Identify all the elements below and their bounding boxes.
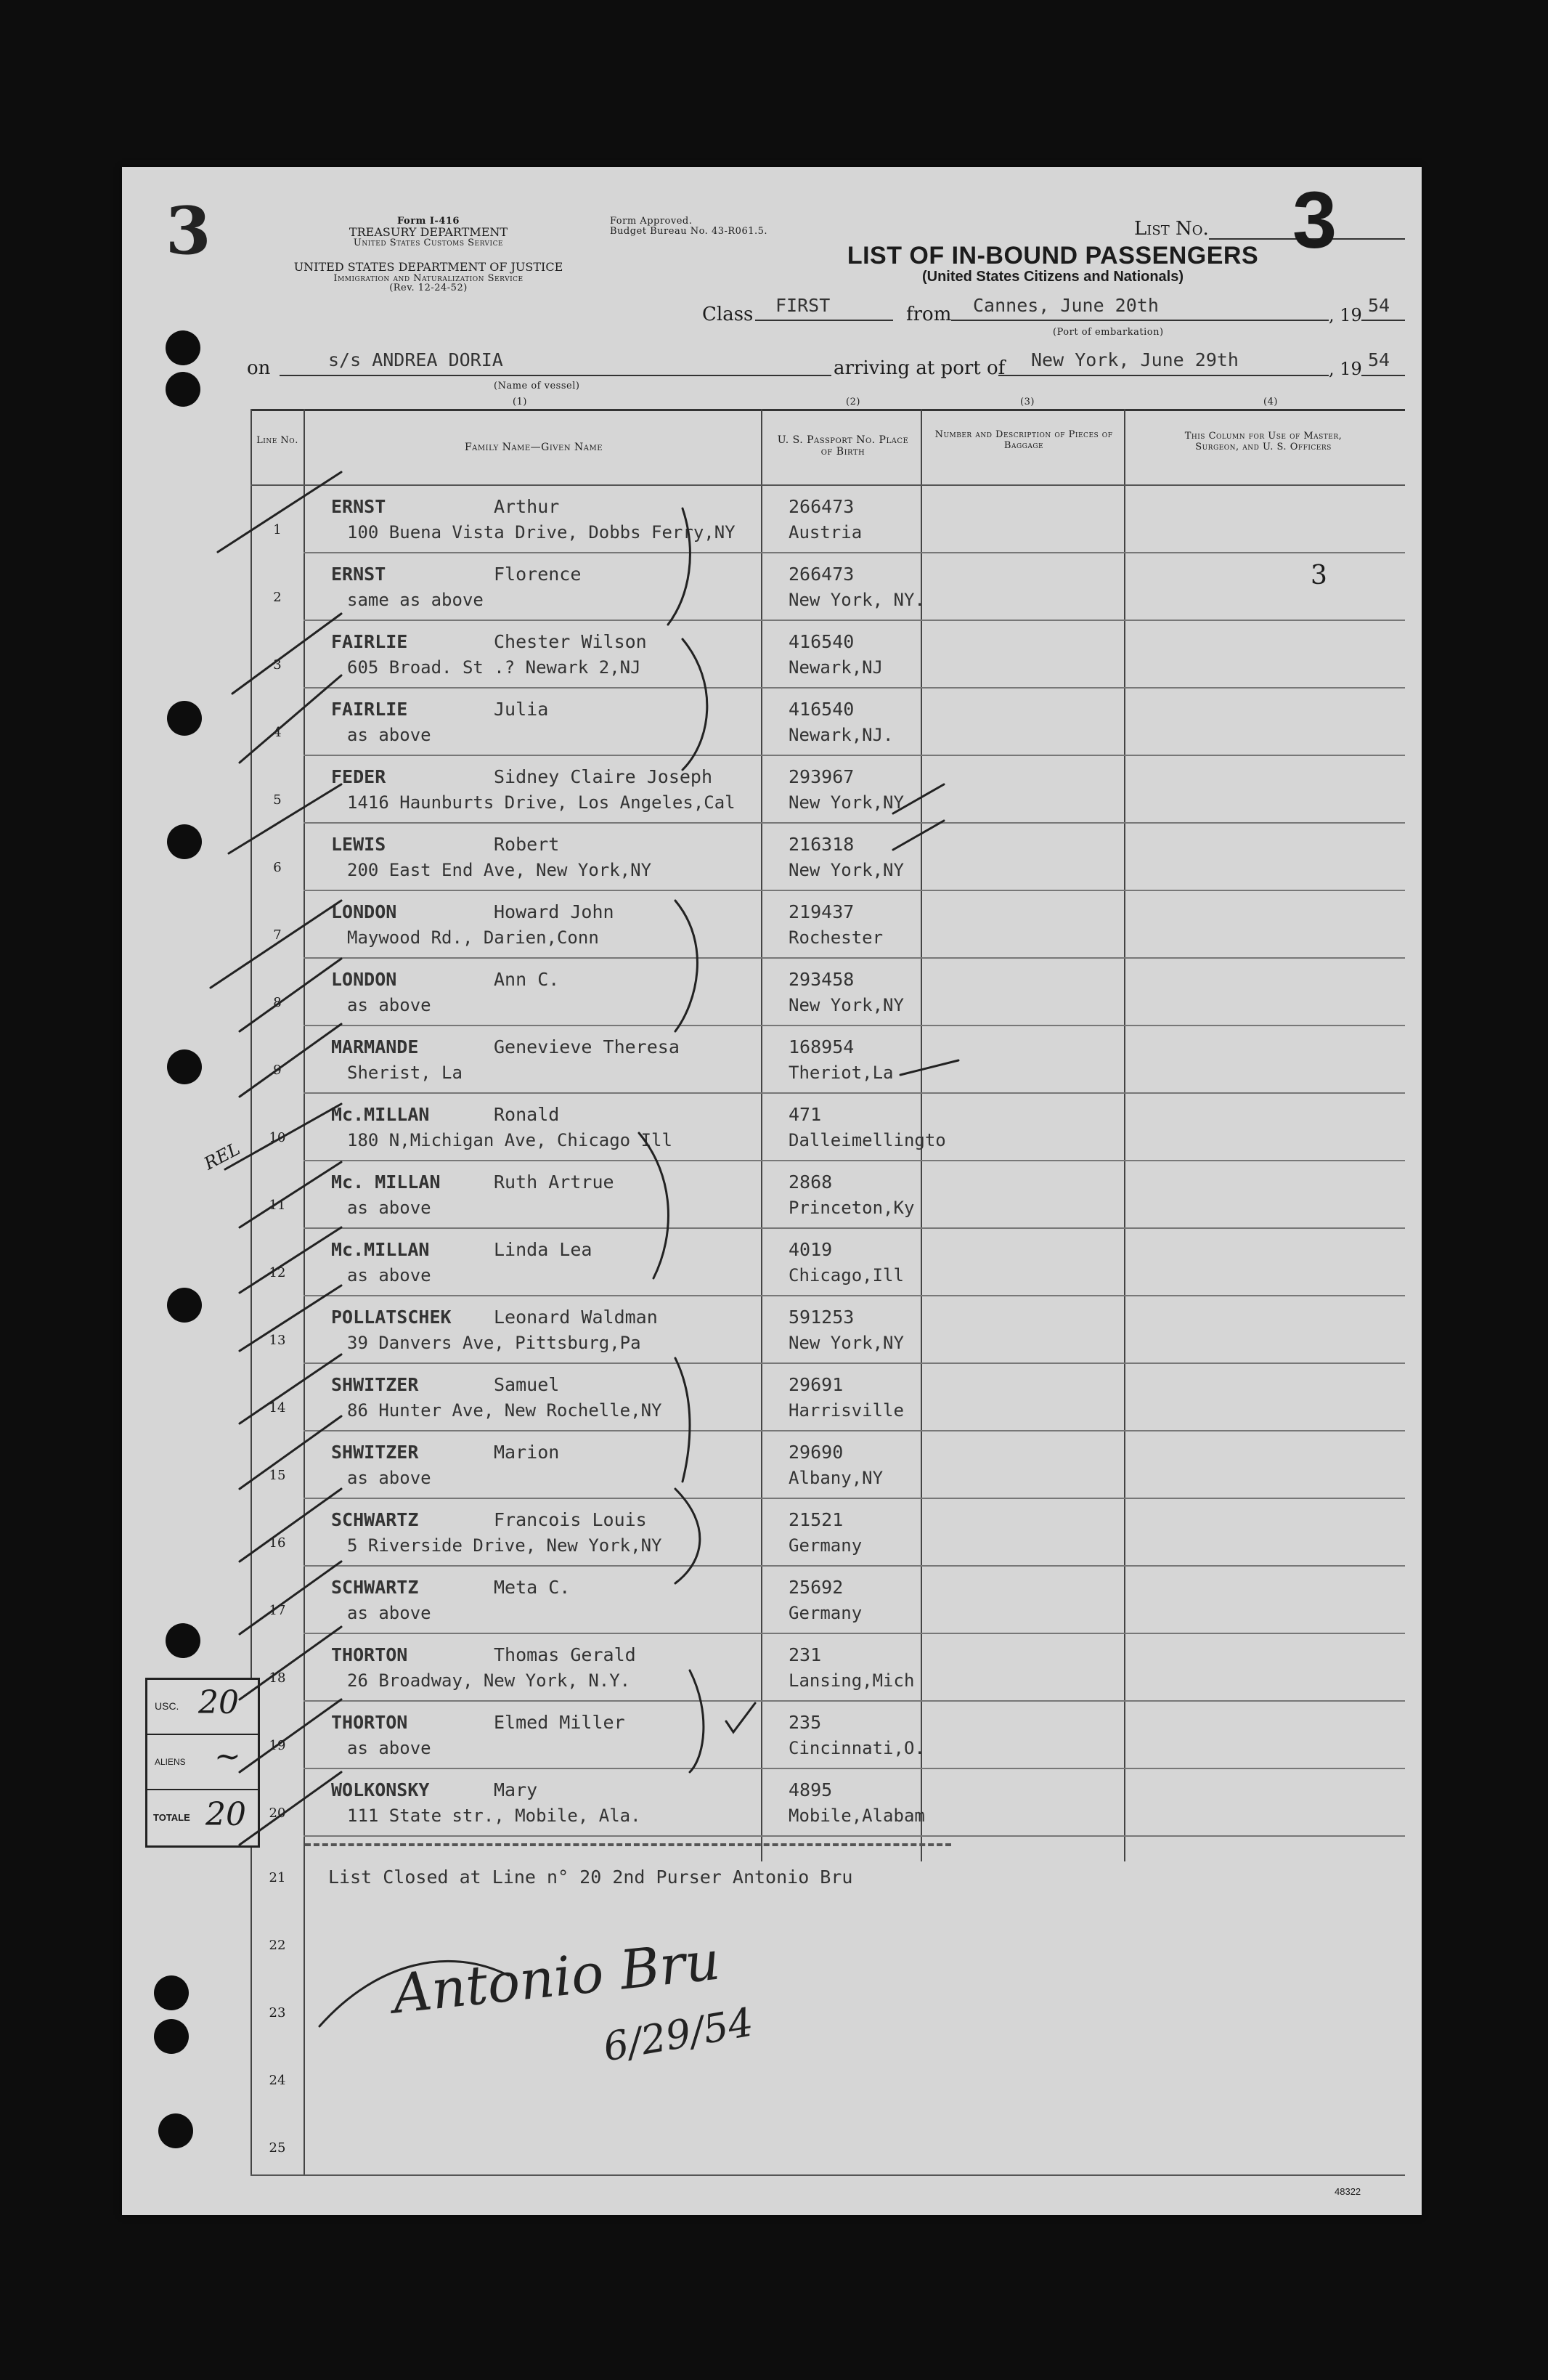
place-of-birth: Lansing,Mich bbox=[789, 1670, 915, 1691]
family-name: THORTON bbox=[331, 1712, 408, 1733]
place-of-birth: New York,NY bbox=[789, 792, 904, 813]
family-name: Mc.MILLAN bbox=[331, 1239, 430, 1260]
family-name: SCHWARTZ bbox=[331, 1509, 419, 1530]
place-of-birth: Newark,NJ bbox=[789, 657, 884, 678]
family-name: WOLKONSKY bbox=[331, 1779, 430, 1800]
baggage-col-rule bbox=[1124, 409, 1125, 1861]
address: 111 State str., Mobile, Ala. bbox=[347, 1806, 641, 1826]
customs-service: United States Customs Service bbox=[353, 237, 504, 249]
given-name: Leonard Waldman bbox=[494, 1307, 658, 1328]
punch-hole bbox=[167, 701, 202, 736]
address: 100 Buena Vista Drive, Dobbs Ferry,NY bbox=[347, 522, 736, 543]
family-name: FAIRLIE bbox=[331, 631, 408, 652]
aliens-label: ALIENS bbox=[155, 1757, 186, 1767]
vessel-caption: (Name of vessel) bbox=[494, 381, 580, 391]
class-value: FIRST bbox=[775, 295, 831, 316]
line-number: 21 bbox=[269, 1870, 286, 1885]
punch-hole bbox=[167, 824, 202, 859]
place-of-birth: Chicago,Ill bbox=[789, 1265, 904, 1286]
revision: (Rev. 12-24-52) bbox=[389, 283, 468, 294]
manifest-subtitle: (United States Citizens and Nationals) bbox=[921, 268, 1184, 285]
family-name: LEWIS bbox=[331, 834, 386, 855]
family-name: POLLATSCHEK bbox=[331, 1307, 452, 1328]
row-divider bbox=[304, 1835, 1405, 1837]
year-prefix-1: , 19 bbox=[1329, 305, 1362, 325]
line-number: 19 bbox=[269, 1738, 286, 1753]
signature-date: 6/29/54 bbox=[600, 1999, 757, 2071]
row-divider bbox=[304, 687, 1405, 689]
place-of-birth: Newark,NJ. bbox=[789, 725, 894, 745]
footer-code: 48322 bbox=[1335, 2186, 1361, 2197]
usc-value: 20 bbox=[198, 1684, 239, 1721]
from-value: Cannes, June 20th bbox=[973, 295, 1159, 316]
header-family-name: Family Name—Given Name bbox=[464, 442, 603, 453]
col-num-4: (4) bbox=[1263, 397, 1278, 407]
place-of-birth: Germany bbox=[789, 1535, 863, 1556]
given-name: Mary bbox=[494, 1779, 538, 1800]
line-number: 1 bbox=[273, 522, 282, 537]
line-number: 11 bbox=[269, 1198, 286, 1213]
passport-number: 168954 bbox=[789, 1036, 855, 1057]
passport-number: 293458 bbox=[789, 969, 855, 990]
row-divider bbox=[304, 552, 1405, 553]
class-line bbox=[755, 320, 893, 321]
given-name: Linda Lea bbox=[494, 1239, 592, 1260]
arrival-port: New York, June 29th bbox=[1031, 349, 1239, 370]
address: as above bbox=[347, 995, 431, 1015]
list-number: 3 bbox=[1292, 176, 1337, 265]
place-of-birth: Harrisville bbox=[789, 1400, 904, 1421]
punch-hole bbox=[166, 330, 200, 365]
col-num-3: (3) bbox=[1020, 397, 1035, 407]
family-name: FAIRLIE bbox=[331, 699, 408, 720]
line-number: 20 bbox=[269, 1806, 286, 1821]
given-name: Elmed Miller bbox=[494, 1712, 625, 1733]
treasury-dept: TREASURY DEPARTMENT bbox=[349, 224, 508, 239]
address: 605 Broad. St .? Newark 2,NJ bbox=[347, 657, 641, 678]
class-label: Class bbox=[702, 304, 754, 325]
punch-hole bbox=[158, 2113, 193, 2148]
family-name: FEDER bbox=[331, 766, 386, 787]
total-value: 20 bbox=[205, 1796, 246, 1833]
port-embark-caption: (Port of embarkation) bbox=[1053, 327, 1164, 338]
family-name: MARMANDE bbox=[331, 1036, 419, 1057]
given-name: Ronald bbox=[494, 1104, 560, 1125]
row-divider bbox=[304, 755, 1405, 756]
officer-mark: 3 bbox=[1311, 561, 1327, 590]
margin-note: REL bbox=[200, 1138, 244, 1174]
passport-number: 216318 bbox=[789, 834, 855, 855]
family-name: LONDON bbox=[331, 901, 397, 922]
passport-number: 2868 bbox=[789, 1171, 833, 1193]
given-name: Chester Wilson bbox=[494, 631, 647, 652]
given-name: Florence bbox=[494, 564, 582, 585]
address: same as above bbox=[347, 590, 484, 610]
given-name: Francois Louis bbox=[494, 1509, 647, 1530]
closing-line: List Closed at Line n° 20 2nd Purser Antonio Bru bbox=[328, 1867, 853, 1888]
row-divider bbox=[304, 1025, 1405, 1026]
justice-block bbox=[240, 261, 617, 293]
family-name: Mc. MILLAN bbox=[331, 1171, 441, 1193]
manifest-page bbox=[122, 167, 1422, 2215]
purser-signature: Antonio Bru bbox=[389, 1929, 723, 2026]
address: Maywood Rd., Darien,Conn bbox=[347, 927, 599, 948]
count-stamp bbox=[145, 1678, 260, 1848]
address: as above bbox=[347, 1738, 431, 1758]
line-col-rule bbox=[304, 409, 305, 2175]
row-divider bbox=[304, 1092, 1405, 1094]
form-approved: Form Approved. bbox=[610, 216, 693, 227]
family-name: ERNST bbox=[331, 564, 386, 585]
row-divider bbox=[304, 1565, 1405, 1567]
given-name: Robert bbox=[494, 834, 560, 855]
table-bottom-rule bbox=[250, 2174, 1405, 2176]
line-number: 23 bbox=[269, 2005, 286, 2020]
line-number: 12 bbox=[269, 1265, 286, 1280]
family-name: SHWITZER bbox=[331, 1442, 419, 1463]
address: as above bbox=[347, 725, 431, 745]
family-name: ERNST bbox=[331, 496, 386, 517]
family-name: THORTON bbox=[331, 1644, 408, 1665]
passport-number: 235 bbox=[789, 1712, 822, 1733]
aliens-cell bbox=[147, 1735, 258, 1790]
place-of-birth: Rochester bbox=[789, 927, 884, 948]
col-num-1: (1) bbox=[513, 397, 527, 407]
header-bottom-rule bbox=[250, 484, 1405, 486]
header-line-no: Line No. bbox=[256, 435, 298, 446]
address: 86 Hunter Ave, New Rochelle,NY bbox=[347, 1400, 662, 1421]
passport-number: 21521 bbox=[789, 1509, 844, 1530]
form-number: Form I-416 bbox=[397, 216, 460, 227]
row-divider bbox=[304, 1160, 1405, 1161]
given-name: Howard John bbox=[494, 901, 614, 922]
line-number: 7 bbox=[273, 927, 282, 943]
given-name: Sidney Claire Joseph bbox=[494, 766, 713, 787]
line-number: 10 bbox=[269, 1130, 286, 1145]
row-divider bbox=[304, 1700, 1405, 1702]
line-number: 13 bbox=[269, 1333, 286, 1348]
table-left-rule bbox=[250, 409, 252, 2175]
justice-dept: UNITED STATES DEPARTMENT OF JUSTICE bbox=[293, 260, 563, 274]
line-number: 25 bbox=[269, 2140, 286, 2156]
address: 180 N,Michigan Ave, Chicago Ill bbox=[347, 1130, 672, 1150]
place-of-birth: Cincinnati,O. bbox=[789, 1738, 925, 1758]
given-name: Samuel bbox=[494, 1374, 560, 1395]
address: Sherist, La bbox=[347, 1063, 463, 1083]
line-number: 5 bbox=[273, 792, 282, 808]
immigration-service: Immigration and Naturalization Service bbox=[333, 272, 524, 284]
given-name: Thomas Gerald bbox=[494, 1644, 636, 1665]
passport-number: 266473 bbox=[789, 564, 855, 585]
given-name: Meta C. bbox=[494, 1577, 571, 1598]
line-number: 14 bbox=[269, 1400, 286, 1416]
punch-hole bbox=[154, 2019, 189, 2054]
line-number: 15 bbox=[269, 1468, 286, 1483]
address: as above bbox=[347, 1603, 431, 1623]
address: 200 East End Ave, New York,NY bbox=[347, 860, 652, 880]
passport-number: 471 bbox=[789, 1104, 822, 1125]
arrival-line bbox=[998, 375, 1329, 376]
year-value-1: 54 bbox=[1368, 295, 1390, 316]
from-label: from bbox=[906, 304, 952, 325]
address: as above bbox=[347, 1468, 431, 1488]
line-number: 8 bbox=[273, 995, 282, 1010]
given-name: Genevieve Theresa bbox=[494, 1036, 680, 1057]
agency-block bbox=[247, 216, 610, 248]
place-of-birth: Austria bbox=[789, 522, 863, 543]
total-label: TOTALE bbox=[153, 1812, 190, 1823]
address: 5 Riverside Drive, New York,NY bbox=[347, 1535, 662, 1556]
address: as above bbox=[347, 1265, 431, 1286]
approval-block bbox=[610, 216, 767, 237]
given-name: Arthur bbox=[494, 496, 560, 517]
passport-number: 231 bbox=[789, 1644, 822, 1665]
line-number: 16 bbox=[269, 1535, 286, 1551]
address: as above bbox=[347, 1198, 431, 1218]
row-divider bbox=[304, 1362, 1405, 1364]
row-divider bbox=[304, 890, 1405, 891]
header-baggage: Number and Description of Pieces of Baggage bbox=[934, 429, 1113, 451]
passport-number: 25692 bbox=[789, 1577, 844, 1598]
vessel-line bbox=[280, 375, 831, 376]
place-of-birth: Princeton,Ky bbox=[789, 1198, 915, 1218]
on-label: on bbox=[247, 357, 271, 379]
line-number: 6 bbox=[273, 860, 282, 875]
line-number: 18 bbox=[269, 1670, 286, 1686]
row-divider bbox=[304, 1498, 1405, 1499]
passport-number: 29691 bbox=[789, 1374, 844, 1395]
aliens-value: ~ bbox=[214, 1738, 241, 1775]
family-name: SCHWARTZ bbox=[331, 1577, 419, 1598]
punch-hole bbox=[167, 1049, 202, 1084]
passport-number: 29690 bbox=[789, 1442, 844, 1463]
passport-number: 4895 bbox=[789, 1779, 833, 1800]
from-line bbox=[951, 320, 1329, 321]
passport-number: 591253 bbox=[789, 1307, 855, 1328]
name-col-rule bbox=[761, 409, 762, 1861]
title-block bbox=[835, 243, 1271, 285]
place-of-birth: Germany bbox=[789, 1603, 863, 1623]
line-number: 22 bbox=[269, 1938, 286, 1953]
line-number: 9 bbox=[273, 1063, 282, 1078]
place-of-birth: New York, NY. bbox=[789, 590, 925, 610]
punch-hole bbox=[166, 1623, 200, 1658]
family-name: LONDON bbox=[331, 969, 397, 990]
place-of-birth: New York,NY bbox=[789, 995, 904, 1015]
family-name: Mc.MILLAN bbox=[331, 1104, 430, 1125]
place-of-birth: Theriot,La bbox=[789, 1063, 894, 1083]
passport-number: 266473 bbox=[789, 496, 855, 517]
place-of-birth: Mobile,Alabam bbox=[789, 1806, 925, 1826]
row-divider bbox=[304, 822, 1405, 824]
year-line-1 bbox=[1361, 320, 1405, 321]
year-prefix-2: , 19 bbox=[1329, 359, 1362, 379]
punch-hole bbox=[166, 372, 200, 407]
line-number: 17 bbox=[269, 1603, 286, 1618]
row-divider bbox=[304, 1430, 1405, 1431]
year-line-2 bbox=[1361, 375, 1405, 376]
address: 39 Danvers Ave, Pittsburg,Pa bbox=[347, 1333, 641, 1353]
given-name: Ann C. bbox=[494, 969, 560, 990]
budget-bureau: Budget Bureau No. 43-R061.5. bbox=[610, 226, 768, 237]
line-number: 3 bbox=[273, 657, 282, 673]
list-no-label: List No. bbox=[1134, 218, 1209, 240]
place-of-birth: New York,NY bbox=[789, 1333, 904, 1353]
corner-mark: 3 bbox=[166, 192, 211, 269]
col-num-2: (2) bbox=[846, 397, 860, 407]
address: 1416 Haunburts Drive, Los Angeles,Cal bbox=[347, 792, 736, 813]
row-divider bbox=[304, 957, 1405, 959]
row-divider bbox=[304, 1227, 1405, 1229]
vessel-name: s/s ANDREA DORIA bbox=[328, 349, 503, 370]
row-divider bbox=[304, 1295, 1405, 1296]
line-number: 24 bbox=[269, 2073, 286, 2088]
place-of-birth: Dalleimellingto bbox=[789, 1130, 946, 1150]
row-divider bbox=[304, 1768, 1405, 1769]
passport-number: 416540 bbox=[789, 631, 855, 652]
given-name: Marion bbox=[494, 1442, 560, 1463]
row-divider bbox=[304, 1633, 1405, 1634]
usc-label: USC. bbox=[155, 1700, 179, 1712]
header-officers: This Column for Use of Master, Surgeon, and U. S. Officers bbox=[1184, 431, 1343, 452]
row-divider bbox=[304, 620, 1405, 621]
passport-number: 219437 bbox=[789, 901, 855, 922]
manifest-title: LIST OF IN-BOUND PASSENGERS bbox=[847, 242, 1259, 269]
line-number: 2 bbox=[273, 590, 282, 605]
place-of-birth: New York,NY bbox=[789, 860, 904, 880]
total-cell bbox=[147, 1790, 258, 1843]
passport-number: 4019 bbox=[789, 1239, 833, 1260]
address: 26 Broadway, New York, N.Y. bbox=[347, 1670, 631, 1691]
closing-divider bbox=[305, 1843, 951, 1846]
passport-number: 293967 bbox=[789, 766, 855, 787]
punch-hole bbox=[154, 1975, 189, 2010]
place-of-birth: Albany,NY bbox=[789, 1468, 884, 1488]
line-number: 4 bbox=[273, 725, 282, 740]
given-name: Ruth Artrue bbox=[494, 1171, 614, 1193]
passport-number: 416540 bbox=[789, 699, 855, 720]
table-top-rule bbox=[250, 409, 1405, 411]
given-name: Julia bbox=[494, 699, 549, 720]
punch-hole bbox=[167, 1288, 202, 1323]
family-name: SHWITZER bbox=[331, 1374, 419, 1395]
year-value-2: 54 bbox=[1368, 349, 1390, 370]
usc-cell bbox=[147, 1680, 258, 1735]
header-passport: U. S. Passport No. Place of Birth bbox=[777, 434, 909, 458]
arriving-label: arriving at port of bbox=[834, 357, 1006, 379]
